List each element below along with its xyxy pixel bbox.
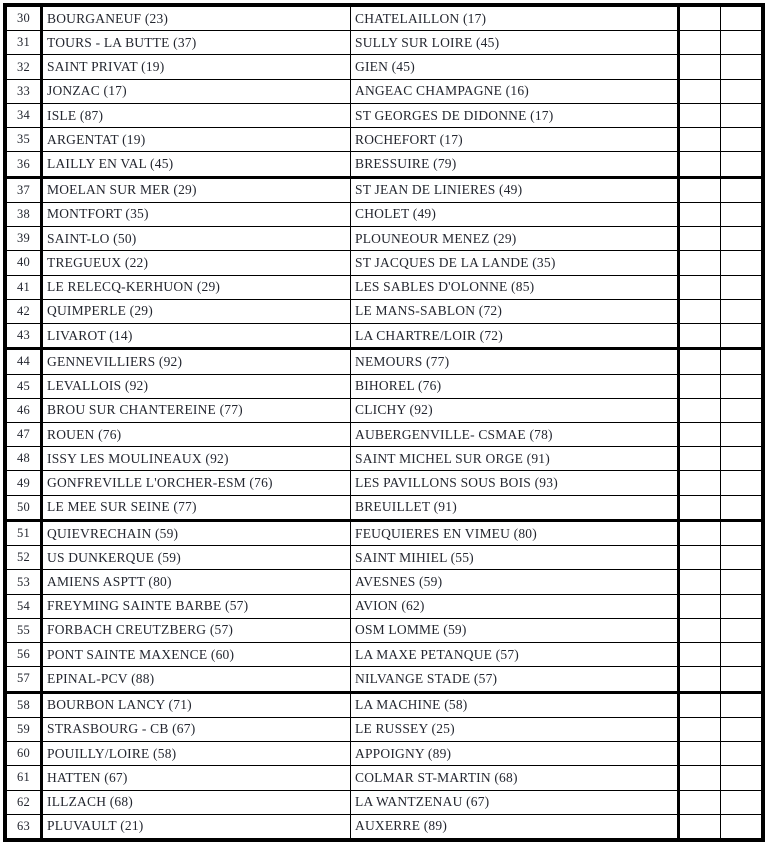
table-row xyxy=(7,347,761,373)
blank-cell-1 xyxy=(680,667,721,690)
club-right-cell: SULLY SUR LOIRE (45) xyxy=(351,31,680,54)
table-row xyxy=(7,422,761,446)
blank-cell-1 xyxy=(680,375,721,398)
blank-cell-1 xyxy=(680,203,721,226)
blank-cell-2 xyxy=(721,80,761,103)
club-right-cell: COLMAR ST-MARTIN (68) xyxy=(351,766,680,789)
table-row xyxy=(7,470,761,494)
blank-cell-2 xyxy=(721,128,761,151)
row-number-cell: 37 xyxy=(7,179,43,202)
table-row xyxy=(7,594,761,618)
club-left-cell: STRASBOURG - CB (67) xyxy=(43,718,351,741)
club-left-cell: SAINT-LO (50) xyxy=(43,227,351,250)
blank-cell-1 xyxy=(680,104,721,127)
club-left-cell: FORBACH CREUTZBERG (57) xyxy=(43,619,351,642)
club-right-cell: PLOUNEOUR MENEZ (29) xyxy=(351,227,680,250)
row-number-cell: 44 xyxy=(7,350,43,373)
blank-cell-2 xyxy=(721,399,761,422)
blank-cell-1 xyxy=(680,80,721,103)
club-left-cell: HATTEN (67) xyxy=(43,766,351,789)
club-right-cell: BIHOREL (76) xyxy=(351,375,680,398)
blank-cell-1 xyxy=(680,55,721,78)
row-number-cell: 48 xyxy=(7,447,43,470)
row-number-cell: 59 xyxy=(7,718,43,741)
blank-cell-1 xyxy=(680,251,721,274)
blank-cell-2 xyxy=(721,718,761,741)
club-right-cell: AUBERGENVILLE- CSMAE (78) xyxy=(351,423,680,446)
blank-cell-1 xyxy=(680,447,721,470)
table-row xyxy=(7,691,761,717)
row-number-cell: 49 xyxy=(7,471,43,494)
club-left-cell: EPINAL-PCV (88) xyxy=(43,667,351,690)
blank-cell-2 xyxy=(721,815,761,838)
table-row xyxy=(7,398,761,422)
row-number-cell: 52 xyxy=(7,546,43,569)
row-number-cell: 30 xyxy=(7,7,43,30)
blank-cell-1 xyxy=(680,815,721,838)
blank-cell-1 xyxy=(680,619,721,642)
table-row xyxy=(7,814,761,838)
club-right-cell: NILVANGE STADE (57) xyxy=(351,667,680,690)
club-right-cell: GIEN (45) xyxy=(351,55,680,78)
blank-cell-1 xyxy=(680,399,721,422)
club-right-cell: AVESNES (59) xyxy=(351,570,680,593)
blank-cell-2 xyxy=(721,570,761,593)
row-number-cell: 50 xyxy=(7,496,43,519)
blank-cell-1 xyxy=(680,471,721,494)
blank-cell-2 xyxy=(721,251,761,274)
row-number-cell: 62 xyxy=(7,791,43,814)
row-number-cell: 58 xyxy=(7,694,43,717)
blank-cell-1 xyxy=(680,7,721,30)
blank-cell-1 xyxy=(680,350,721,373)
table-row xyxy=(7,226,761,250)
row-number-cell: 36 xyxy=(7,152,43,175)
club-left-cell: SAINT PRIVAT (19) xyxy=(43,55,351,78)
table-row xyxy=(7,79,761,103)
club-right-cell: LA MACHINE (58) xyxy=(351,694,680,717)
blank-cell-1 xyxy=(680,546,721,569)
blank-cell-2 xyxy=(721,300,761,323)
row-number-cell: 32 xyxy=(7,55,43,78)
row-number-cell: 43 xyxy=(7,324,43,347)
row-number-cell: 53 xyxy=(7,570,43,593)
club-left-cell: MONTFORT (35) xyxy=(43,203,351,226)
club-right-cell: LES PAVILLONS SOUS BOIS (93) xyxy=(351,471,680,494)
blank-cell-2 xyxy=(721,276,761,299)
table-row xyxy=(7,151,761,175)
row-number-cell: 61 xyxy=(7,766,43,789)
row-number-cell: 31 xyxy=(7,31,43,54)
row-number-cell: 57 xyxy=(7,667,43,690)
table-row xyxy=(7,323,761,347)
club-left-cell: LEVALLOIS (92) xyxy=(43,375,351,398)
club-right-cell: ST GEORGES DE DIDONNE (17) xyxy=(351,104,680,127)
blank-cell-2 xyxy=(721,522,761,545)
club-left-cell: ROUEN (76) xyxy=(43,423,351,446)
table-row xyxy=(7,717,761,741)
club-left-cell: ARGENTAT (19) xyxy=(43,128,351,151)
blank-cell-2 xyxy=(721,179,761,202)
club-right-cell: CHATELAILLON (17) xyxy=(351,7,680,30)
blank-cell-2 xyxy=(721,104,761,127)
table-row xyxy=(7,618,761,642)
blank-cell-2 xyxy=(721,667,761,690)
club-left-cell: BOURGANEUF (23) xyxy=(43,7,351,30)
club-left-cell: ILLZACH (68) xyxy=(43,791,351,814)
table-row xyxy=(7,446,761,470)
club-left-cell: TOURS - LA BUTTE (37) xyxy=(43,31,351,54)
club-right-cell: BRESSUIRE (79) xyxy=(351,152,680,175)
table-row xyxy=(7,275,761,299)
blank-cell-1 xyxy=(680,128,721,151)
blank-cell-2 xyxy=(721,447,761,470)
club-left-cell: LE RELECQ-KERHUON (29) xyxy=(43,276,351,299)
blank-cell-2 xyxy=(721,55,761,78)
club-right-cell: SAINT MIHIEL (55) xyxy=(351,546,680,569)
blank-cell-1 xyxy=(680,300,721,323)
blank-cell-2 xyxy=(721,496,761,519)
blank-cell-1 xyxy=(680,791,721,814)
club-left-cell: GENNEVILLIERS (92) xyxy=(43,350,351,373)
club-left-cell: QUIEVRECHAIN (59) xyxy=(43,522,351,545)
blank-cell-1 xyxy=(680,496,721,519)
blank-cell-1 xyxy=(680,522,721,545)
blank-cell-2 xyxy=(721,350,761,373)
table-row xyxy=(7,519,761,545)
blank-cell-2 xyxy=(721,31,761,54)
blank-cell-2 xyxy=(721,324,761,347)
club-right-cell: CLICHY (92) xyxy=(351,399,680,422)
blank-cell-2 xyxy=(721,203,761,226)
row-number-cell: 46 xyxy=(7,399,43,422)
club-right-cell: SAINT MICHEL SUR ORGE (91) xyxy=(351,447,680,470)
blank-cell-1 xyxy=(680,423,721,446)
club-right-cell: OSM LOMME (59) xyxy=(351,619,680,642)
blank-cell-1 xyxy=(680,276,721,299)
club-left-cell: ISLE (87) xyxy=(43,104,351,127)
club-left-cell: PONT SAINTE MAXENCE (60) xyxy=(43,643,351,666)
row-number-cell: 40 xyxy=(7,251,43,274)
blank-cell-2 xyxy=(721,742,761,765)
blank-cell-1 xyxy=(680,324,721,347)
table-row xyxy=(7,374,761,398)
blank-cell-2 xyxy=(721,227,761,250)
club-left-cell: LIVAROT (14) xyxy=(43,324,351,347)
blank-cell-2 xyxy=(721,471,761,494)
table-row xyxy=(7,790,761,814)
table-row xyxy=(7,176,761,202)
blank-cell-1 xyxy=(680,742,721,765)
table-row xyxy=(7,299,761,323)
club-right-cell: ST JACQUES DE LA LANDE (35) xyxy=(351,251,680,274)
club-right-cell: LA WANTZENAU (67) xyxy=(351,791,680,814)
table-row xyxy=(7,545,761,569)
club-right-cell: LA MAXE PETANQUE (57) xyxy=(351,643,680,666)
blank-cell-2 xyxy=(721,152,761,175)
table-row xyxy=(7,103,761,127)
blank-cell-1 xyxy=(680,766,721,789)
club-right-cell: ANGEAC CHAMPAGNE (16) xyxy=(351,80,680,103)
blank-cell-2 xyxy=(721,766,761,789)
table-row xyxy=(7,250,761,274)
row-number-cell: 34 xyxy=(7,104,43,127)
blank-cell-1 xyxy=(680,718,721,741)
club-left-cell: LAILLY EN VAL (45) xyxy=(43,152,351,175)
row-number-cell: 56 xyxy=(7,643,43,666)
table-row xyxy=(7,30,761,54)
blank-cell-1 xyxy=(680,595,721,618)
club-left-cell: JONZAC (17) xyxy=(43,80,351,103)
club-left-cell: ISSY LES MOULINEAUX (92) xyxy=(43,447,351,470)
club-left-cell: POUILLY/LOIRE (58) xyxy=(43,742,351,765)
row-number-cell: 45 xyxy=(7,375,43,398)
club-left-cell: US DUNKERQUE (59) xyxy=(43,546,351,569)
row-number-cell: 47 xyxy=(7,423,43,446)
row-number-cell: 39 xyxy=(7,227,43,250)
club-right-cell: APPOIGNY (89) xyxy=(351,742,680,765)
club-right-cell: CHOLET (49) xyxy=(351,203,680,226)
club-right-cell: AUXERRE (89) xyxy=(351,815,680,838)
club-left-cell: GONFREVILLE L'ORCHER-ESM (76) xyxy=(43,471,351,494)
row-number-cell: 51 xyxy=(7,522,43,545)
club-left-cell: MOELAN SUR MER (29) xyxy=(43,179,351,202)
row-number-cell: 55 xyxy=(7,619,43,642)
table-row xyxy=(7,642,761,666)
blank-cell-2 xyxy=(721,423,761,446)
table-row xyxy=(7,765,761,789)
table-row xyxy=(7,7,761,30)
table-row xyxy=(7,569,761,593)
row-number-cell: 35 xyxy=(7,128,43,151)
blank-cell-1 xyxy=(680,643,721,666)
club-right-cell: AVION (62) xyxy=(351,595,680,618)
table-row xyxy=(7,202,761,226)
blank-cell-1 xyxy=(680,694,721,717)
club-right-cell: LA CHARTRE/LOIR (72) xyxy=(351,324,680,347)
blank-cell-1 xyxy=(680,179,721,202)
row-number-cell: 63 xyxy=(7,815,43,838)
club-right-cell: ST JEAN DE LINIERES (49) xyxy=(351,179,680,202)
club-right-cell: LES SABLES D'OLONNE (85) xyxy=(351,276,680,299)
club-left-cell: FREYMING SAINTE BARBE (57) xyxy=(43,595,351,618)
row-number-cell: 33 xyxy=(7,80,43,103)
club-left-cell: QUIMPERLE (29) xyxy=(43,300,351,323)
club-left-cell: BOURBON LANCY (71) xyxy=(43,694,351,717)
blank-cell-2 xyxy=(721,375,761,398)
blank-cell-1 xyxy=(680,570,721,593)
club-left-cell: AMIENS ASPTT (80) xyxy=(43,570,351,593)
row-number-cell: 54 xyxy=(7,595,43,618)
row-number-cell: 60 xyxy=(7,742,43,765)
blank-cell-1 xyxy=(680,31,721,54)
blank-cell-1 xyxy=(680,227,721,250)
table-row xyxy=(7,54,761,78)
club-left-cell: BROU SUR CHANTEREINE (77) xyxy=(43,399,351,422)
club-table xyxy=(3,3,765,842)
club-left-cell: PLUVAULT (21) xyxy=(43,815,351,838)
club-right-cell: NEMOURS (77) xyxy=(351,350,680,373)
blank-cell-2 xyxy=(721,546,761,569)
club-right-cell: LE MANS-SABLON (72) xyxy=(351,300,680,323)
blank-cell-2 xyxy=(721,7,761,30)
blank-cell-2 xyxy=(721,694,761,717)
table-row xyxy=(7,666,761,690)
blank-cell-2 xyxy=(721,619,761,642)
club-right-cell: ROCHEFORT (17) xyxy=(351,128,680,151)
row-number-cell: 42 xyxy=(7,300,43,323)
blank-cell-2 xyxy=(721,791,761,814)
club-right-cell: LE RUSSEY (25) xyxy=(351,718,680,741)
row-number-cell: 38 xyxy=(7,203,43,226)
table-row xyxy=(7,495,761,519)
blank-cell-2 xyxy=(721,595,761,618)
blank-cell-2 xyxy=(721,643,761,666)
table-row xyxy=(7,127,761,151)
club-right-cell: FEUQUIERES EN VIMEU (80) xyxy=(351,522,680,545)
row-number-cell: 41 xyxy=(7,276,43,299)
table-row xyxy=(7,741,761,765)
blank-cell-1 xyxy=(680,152,721,175)
club-left-cell: TREGUEUX (22) xyxy=(43,251,351,274)
club-left-cell: LE MEE SUR SEINE (77) xyxy=(43,496,351,519)
club-right-cell: BREUILLET (91) xyxy=(351,496,680,519)
